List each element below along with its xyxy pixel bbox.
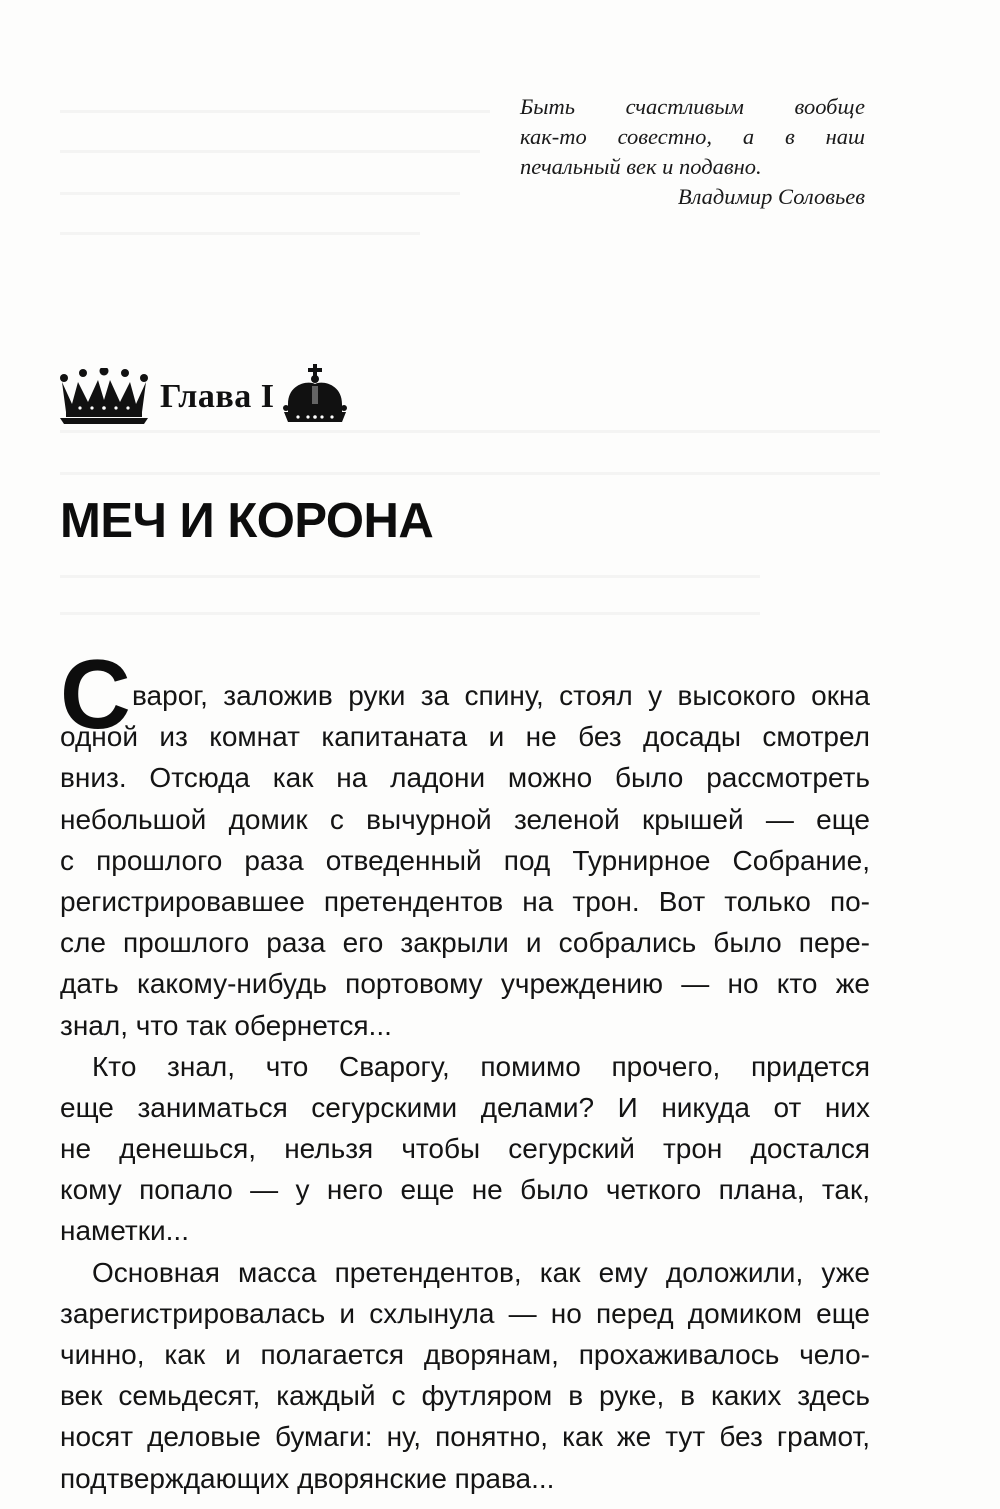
bleed-through-line: [60, 232, 420, 235]
text-line: чинно, как и полагается дворянам, прохаживалось чело-: [60, 1339, 870, 1370]
bleed-through-line: [60, 612, 760, 615]
epigraph: [520, 92, 865, 212]
text-line: небольшой домик с вычурной зеленой крышей — еще: [60, 803, 870, 835]
text-line: Кто знал, что Сварогу, помимо прочего, придется: [92, 1050, 870, 1082]
text-line: век семьдесят, каждый с футляром в руке, в каких здесь: [60, 1380, 870, 1412]
text-line: дать какому-нибудь портовому учреждению — но кто же: [60, 968, 870, 1000]
text-line: вниз. Отсюда как на ладони можно было рассмотреть: [60, 762, 870, 794]
bleed-through-line: [60, 472, 880, 475]
bleed-through-line: [60, 192, 460, 195]
bleed-through-line: [60, 110, 490, 113]
text-line: знал, что так обернется...: [60, 1009, 392, 1041]
text-line: еще заниматься сегурскими делами? И никуда от них: [60, 1091, 870, 1123]
text-line: подтверждающих дворянские права...: [60, 1462, 555, 1494]
epigraph-author: Владимир Соловьев: [677, 184, 865, 209]
text-line: носят деловые бумаги: ну, понятно, как же тут без грамот,: [60, 1421, 870, 1453]
text-line: зарегистрировалась и схлынула — но перед домиком еще: [60, 1297, 870, 1329]
chapter-label: Глава I: [160, 378, 275, 415]
chapter-title: МЕЧ И КОРОНА: [60, 494, 434, 548]
text-line: регистрировавшее претендентов на трон. Вот только по-: [60, 885, 870, 917]
epigraph-line: как-то совестно, а в наш: [520, 124, 865, 149]
epigraph-line: печальный век и подавно.: [520, 154, 762, 179]
bleed-through-line: [60, 150, 480, 153]
text-line: с прошлого раза отведенный под Турнирное Собрание,: [60, 844, 870, 876]
body-text: [60, 639, 870, 1499]
crown-icon: [58, 368, 150, 426]
bleed-through-line: [60, 575, 760, 578]
text-line: наметки...: [60, 1215, 189, 1247]
crown-icon: [282, 364, 348, 430]
text-line: одной из комнат капитаната и не без досады смотрел: [60, 721, 870, 753]
text-line: варог, заложив руки за спину, стоял у высокого окна: [132, 680, 870, 711]
text-line: не денешься, нельзя чтобы сегурский трон достался: [60, 1133, 870, 1165]
text-line: Основная масса претендентов, как ему доложили, уже: [92, 1256, 870, 1288]
text-line: кому попало — у него еще не было четкого плана, так,: [60, 1174, 870, 1206]
chapter-heading: [58, 362, 348, 432]
epigraph-line: Быть счастливым вообще: [520, 94, 865, 119]
drop-cap: С: [60, 639, 131, 749]
text-line: сле прошлого раза его закрыли и собрались было пере-: [60, 927, 870, 959]
